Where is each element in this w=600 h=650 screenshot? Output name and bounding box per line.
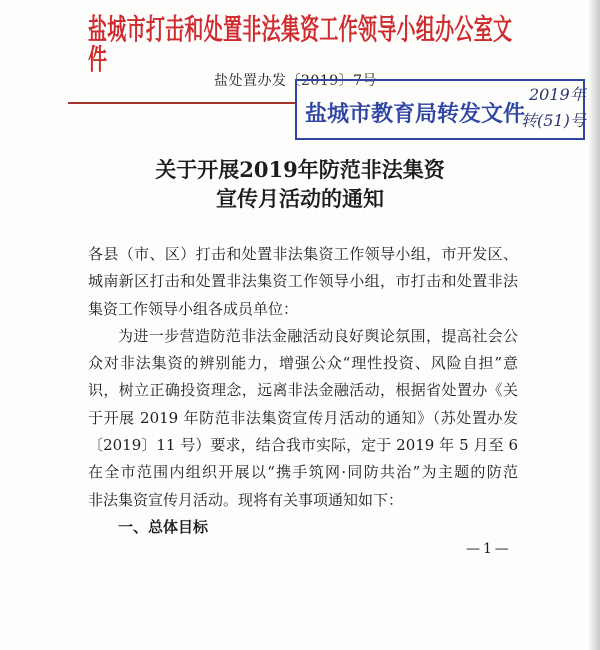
notice-title-line: 关于开展2019年防范非法集资 bbox=[155, 157, 445, 182]
paragraph-line: 众对非法集资的辨别能力，增强公众“理性投资、风险自担”意 bbox=[88, 354, 518, 373]
notice-title bbox=[0, 155, 600, 213]
paragraph-line: 于开展 2019 年防范非法集资宣传月活动的通知》（苏处置办发 bbox=[88, 408, 518, 427]
stamp-handwritten-year: 2019年 bbox=[529, 85, 586, 104]
document-number: 盐处置办发〔2019〕7号 bbox=[214, 73, 378, 89]
addressee-line: 城南新区打击和处置非法集资工作领导小组，市打击和处置非法 bbox=[88, 272, 518, 291]
paragraph-line: 〔2019〕11 号）要求，结合我市实际，定于 2019 年 5 月至 6 bbox=[88, 436, 518, 455]
header-rule bbox=[68, 102, 296, 104]
red-header-title: 盐城市打击和处置非法集资工作领导小组办公室文件 bbox=[88, 13, 512, 77]
notice-title-line: 宣传月活动的通知 bbox=[216, 186, 384, 211]
page-number: —1— bbox=[466, 541, 512, 557]
stamp-text: 盐城市教育局转发文件 bbox=[305, 102, 526, 127]
paragraph-line: 在全市范围内组织开展以“携手筑网·同防共治”为主题的防范 bbox=[88, 463, 518, 482]
stamp-handwritten-number: 转(51)号 bbox=[521, 111, 586, 130]
addressee-line: 各县（市、区）打击和处置非法集资工作领导小组，市开发区、 bbox=[88, 245, 518, 263]
paragraph-line: 非法集资宣传月活动。现将有关事项通知如下： bbox=[88, 490, 404, 509]
notice-body bbox=[88, 241, 518, 541]
paragraph-line: 为进一步营造防范非法金融活动良好舆论氛围，提高社会公 bbox=[118, 326, 518, 345]
addressee-line: 集资工作领导小组各成员单位： bbox=[88, 299, 299, 318]
section-heading: 一、总体目标 bbox=[118, 517, 209, 536]
forwarding-stamp bbox=[295, 79, 585, 140]
paragraph-line: 识，树立正确投资理念，远离非法金融活动，根据省处置办《关 bbox=[88, 381, 518, 400]
scan-edge-shadow bbox=[588, 0, 600, 650]
